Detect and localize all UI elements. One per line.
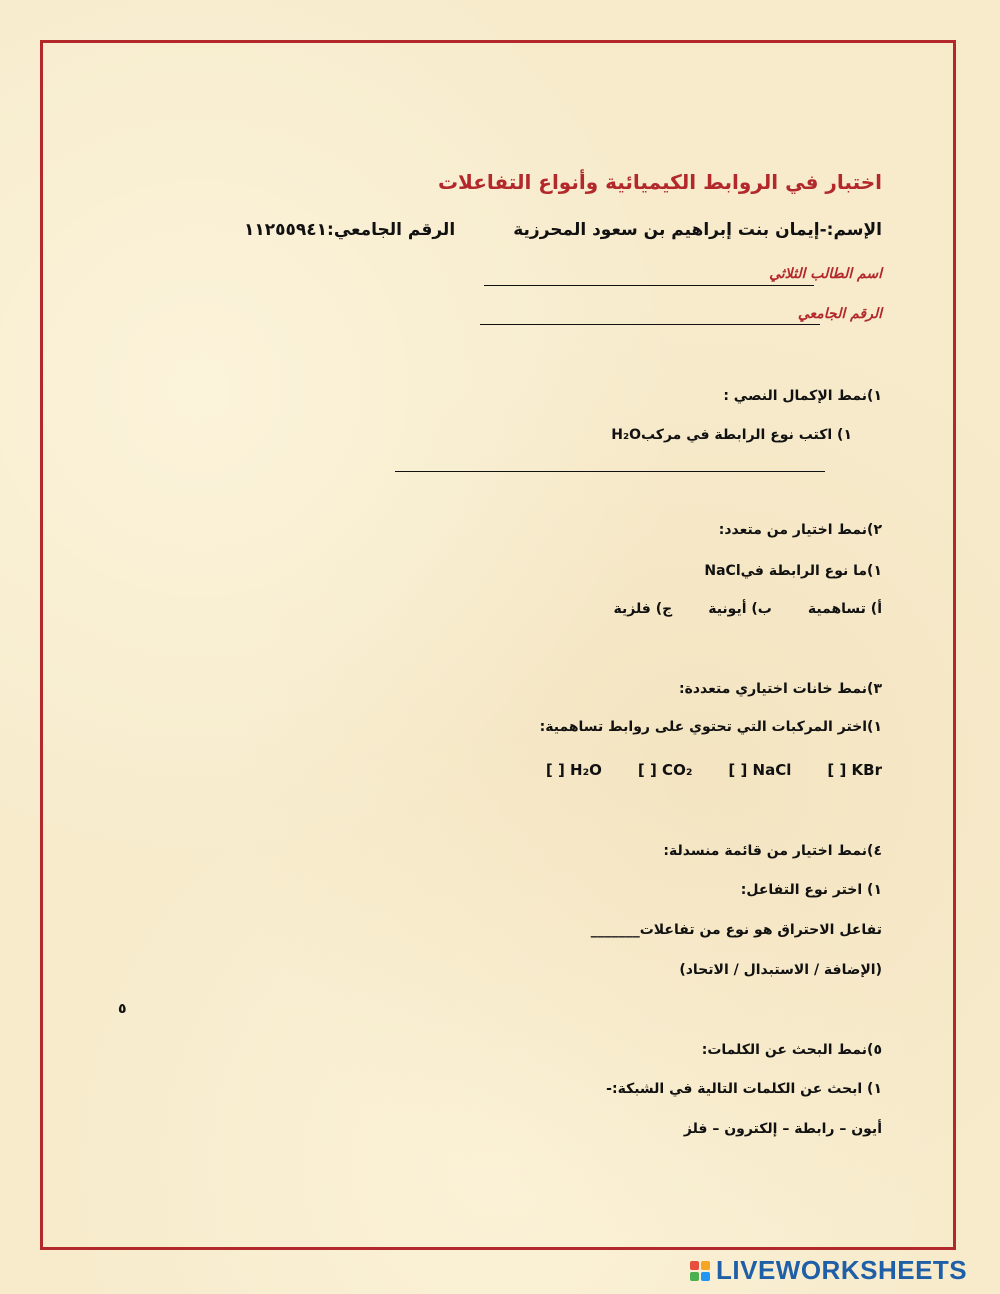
id-prompt: الرقم الجامعي xyxy=(797,306,882,322)
q5-heading: ٥)نمط البحث عن الكلمات: xyxy=(701,1042,882,1058)
name-prompt: اسم الطالب الثلاثي xyxy=(769,266,882,282)
choice-h2o[interactable]: [ ] H₂O xyxy=(545,761,602,779)
name-line xyxy=(484,285,814,286)
q3-heading: ٣)نمط خانات اختياري متعددة: xyxy=(678,681,882,697)
q5-words: أيون – رابطة – إلكترون – فلز xyxy=(683,1121,882,1137)
choice-co2[interactable]: [ ] CO₂ xyxy=(637,761,693,779)
q4-sentence: تفاعل الاحتراق هو نوع من تفاعلات_______ xyxy=(590,922,882,938)
choice-kbr[interactable]: [ ] KBr xyxy=(827,761,882,779)
id-line xyxy=(480,324,820,325)
student-id: الرقم الجامعي:١١٢٥٥٩٤١ xyxy=(244,220,456,240)
option-c[interactable]: ج) فلزية xyxy=(613,601,673,617)
worksheet-title: اختبار في الروابط الكيميائية وأنواع التفاعلات xyxy=(437,170,882,194)
q3-item: ١)اختر المركبات التي تحتوي على روابط تساهمية: xyxy=(539,719,882,735)
q3-choices xyxy=(546,761,882,779)
q1-heading: ١)نمط الإكمال النصي : xyxy=(723,388,882,404)
option-a[interactable]: أ) تساهمية xyxy=(807,601,882,617)
q1-item: ١) اكتب نوع الرابطة في مركبH₂O xyxy=(611,427,852,443)
option-b[interactable]: ب) أيونية xyxy=(708,601,772,617)
q4-heading: ٤)نمط اختيار من قائمة منسدلة: xyxy=(663,843,882,859)
q5-item: ١) ابحث عن الكلمات التالية في الشبكة:- xyxy=(606,1081,882,1097)
choice-nacl[interactable]: [ ] NaCl xyxy=(728,761,792,779)
logo-text: LIVEWORKSHEETS xyxy=(716,1255,968,1285)
q1-answer-line[interactable] xyxy=(395,471,825,472)
q4-item: ١) اختر نوع التفاعل: xyxy=(740,882,882,898)
q2-options xyxy=(614,601,882,617)
liveworksheets-logo xyxy=(690,1255,967,1286)
q2-heading: ٢)نمط اختيار من متعدد: xyxy=(718,522,882,538)
q2-item: ١)ما نوع الرابطة فيNaCl xyxy=(704,563,882,579)
page-number: ٥ xyxy=(118,1001,127,1017)
q4-choices: (الإضافة / الاستبدال / الاتحاد) xyxy=(679,962,882,978)
logo-mark-icon xyxy=(690,1261,710,1281)
student-name: الإسم:-إيمان بنت إبراهيم بن سعود المحرزية xyxy=(513,220,882,240)
